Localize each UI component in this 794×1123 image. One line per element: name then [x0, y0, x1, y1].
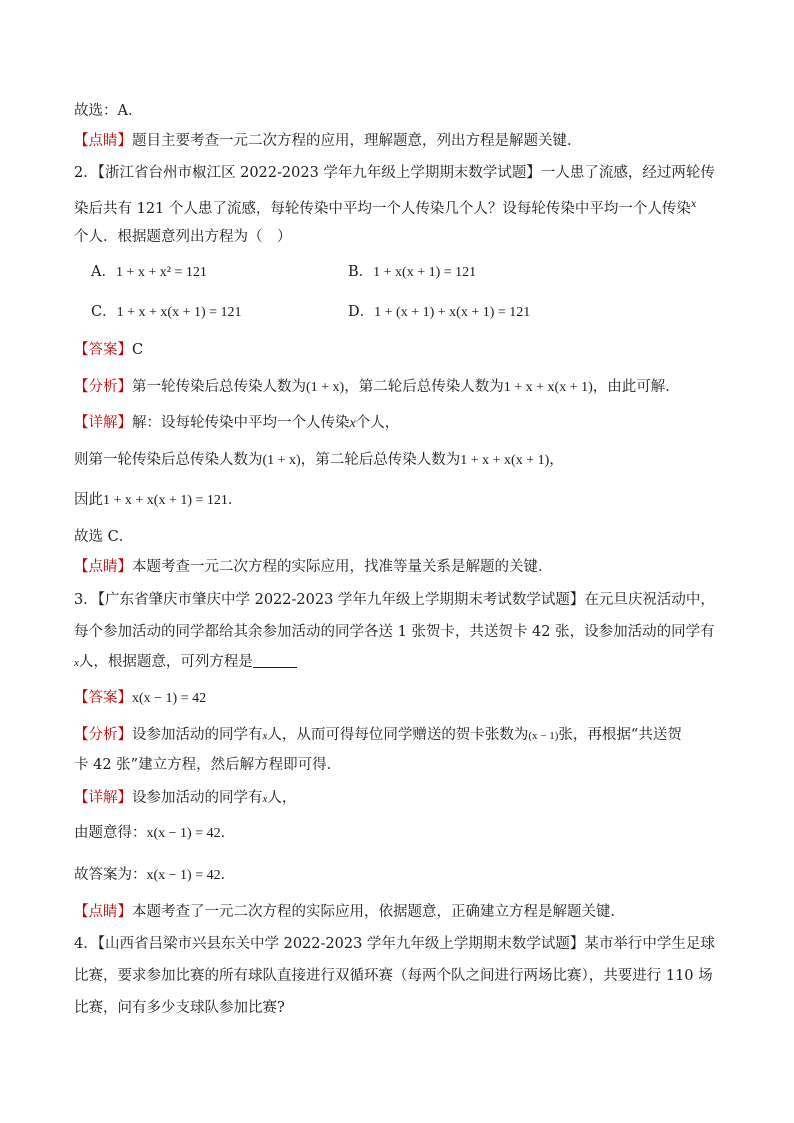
option-formula: 1 + x + x(x + 1) = 121 [116, 305, 242, 320]
text: 比赛，问有多少支球队参加比赛? [74, 1000, 285, 1016]
option-formula: 1 + (x + 1) + x(x + 1) = 121 [374, 305, 531, 320]
analysis-tag: 【分析】 [74, 727, 132, 743]
answer-tag: 【答案】 [74, 690, 132, 706]
detail-line-q3-1 [74, 788, 684, 809]
text: 人，根据题意，可列方程是 [78, 654, 253, 670]
analysis-line-q3-1 [74, 725, 684, 746]
text: 故选：A． [74, 103, 143, 119]
formula: 1 + x + x(x + 1) = 121 [103, 493, 228, 508]
comment-line-q1 [74, 131, 684, 151]
choice-line-q2 [74, 527, 684, 547]
detail-line-q2-1 [74, 413, 684, 434]
text: 故答案为： [74, 867, 147, 883]
text: 卡 42 张”建立方程，然后解方程即可得． [74, 757, 342, 773]
text: ，由此可解． [592, 379, 680, 395]
text: ，第二轮后总传染人数为 [344, 379, 504, 395]
detail-tag: 【详解】 [74, 790, 132, 806]
formula: x(x − 1) = 42 [146, 868, 221, 883]
option-label: D． [348, 304, 375, 320]
text: 染后共有 121 个人患了流感，每轮传染中平均一个人传染几个人？设每轮传染中平均一个人传染 [74, 201, 691, 217]
variable: x [349, 416, 356, 431]
option-b[interactable] [348, 262, 476, 283]
comment-tag: 【点睛】 [74, 133, 132, 149]
question-number: 4． [74, 936, 98, 952]
variable: x [262, 793, 268, 805]
comment-tag: 【点睛】 [74, 904, 132, 920]
answer-blank[interactable] [253, 653, 297, 668]
question-4-line-2 [74, 966, 713, 986]
text: 某市举行中学生足球 [584, 936, 715, 952]
answer-value: C [132, 342, 144, 358]
question-2-line-3 [74, 227, 684, 247]
text: 设参加活动的同学有 [132, 727, 263, 743]
text: 个人， [355, 415, 400, 431]
question-3-line-3 [74, 652, 684, 673]
comment-line-q3 [74, 902, 684, 922]
text: 第一轮传染后总传染人数为 [132, 379, 306, 395]
detail-line-q3-2 [74, 823, 684, 844]
analysis-line-q3-2 [74, 755, 684, 775]
comment-tag: 【点睛】 [74, 559, 132, 575]
option-formula: 1 + x + x² = 121 [115, 265, 207, 280]
answer-tag: 【答案】 [74, 342, 132, 358]
answer-line-q2 [74, 340, 684, 360]
option-d[interactable] [348, 302, 530, 323]
text: 在元旦庆祝活动中， [584, 592, 715, 608]
option-c[interactable] [91, 302, 242, 323]
detail-tag: 【详解】 [74, 415, 132, 431]
analysis-tag: 【分析】 [74, 379, 132, 395]
question-4-line-3 [74, 998, 684, 1018]
text: 解：设每轮传染中平均一个人传染 [132, 415, 350, 431]
text: 本题考查一元二次方程的实际应用，找准等量关系是解题的关键． [132, 559, 553, 575]
formula: (x − 1) [528, 730, 559, 742]
question-source: 【广东省肇庆市肇庆中学 2022-2023 学年九年级上学期期末考试数学试题】 [97, 592, 585, 608]
text: 个人．根据题意列出方程为（ ） [74, 229, 292, 245]
text: ，第二轮后总传染人数为 [300, 452, 461, 468]
question-source: 【浙江省台州市椒江区 2022-2023 学年九年级上学期期末数学试题】 [97, 165, 541, 181]
analysis-line-q2 [74, 377, 684, 398]
text: ， [549, 452, 564, 468]
variable: x [74, 657, 79, 669]
option-label: A． [91, 264, 116, 280]
option-formula: 1 + x(x + 1) = 121 [373, 265, 477, 280]
text: ． [227, 492, 243, 508]
question-3-line-1 [74, 590, 715, 610]
text: 则第一轮传染后总传染人数为 [74, 452, 263, 468]
text: 张，再根据“共送贺 [558, 727, 682, 743]
formula: (1 + x) [306, 380, 345, 395]
formula: (1 + x) [262, 453, 301, 468]
variable: x [690, 199, 697, 210]
text: ． [220, 825, 236, 841]
text: 一人患了流感，经过两轮传 [540, 165, 715, 181]
answer-line-q3 [74, 688, 684, 709]
option-a[interactable] [91, 262, 207, 283]
formula: 1 + x + x(x + 1) [503, 380, 593, 395]
detail-line-q2-3 [74, 490, 684, 511]
question-4-line-1 [74, 934, 715, 954]
text: ． [220, 867, 236, 883]
text: 人， [267, 790, 297, 806]
option-label: C． [91, 304, 117, 320]
text: 本题考查了一元二次方程的实际应用，依据题意，正确建立方程是解题关键． [132, 904, 625, 920]
text: 由题意得： [74, 825, 147, 841]
formula: x(x − 1) = 42 [132, 691, 207, 706]
text: 题目主要考查一元二次方程的应用，理解题意，列出方程是解题关键． [132, 133, 582, 149]
text: 故选 C． [74, 529, 134, 545]
text: 因此 [74, 492, 103, 508]
formula: 1 + x + x(x + 1) [460, 453, 550, 468]
question-number: 2． [74, 165, 98, 181]
variable: x [262, 730, 268, 742]
text: 每个参加活动的同学都给其余参加活动的同学各送 1 张贺卡，共送贺卡 42 张，设参加活动的同学有 [74, 624, 715, 640]
text: 设参加活动的同学有 [132, 790, 263, 806]
question-number: 3． [74, 592, 98, 608]
comment-line-q2 [74, 557, 684, 577]
detail-line-q2-2 [74, 450, 684, 471]
question-2-line-2 [74, 195, 697, 219]
choice-line-q1 [74, 101, 684, 121]
formula: x(x − 1) = 42 [146, 826, 221, 841]
question-2-line-1 [74, 163, 715, 183]
option-label: B． [348, 264, 374, 280]
text: 人，从而可得每位同学赠送的贺卡张数为 [267, 727, 529, 743]
question-source: 【山西省吕梁市兴县东关中学 2022-2023 学年九年级上学期期末数学试题】 [97, 936, 585, 952]
text: 比赛，要求参加比赛的所有球队直接进行双循环赛（每两个队之间进行两场比赛），共要进行 110 场 [74, 968, 713, 984]
detail-line-q3-3 [74, 865, 684, 886]
question-3-line-2 [74, 622, 715, 642]
